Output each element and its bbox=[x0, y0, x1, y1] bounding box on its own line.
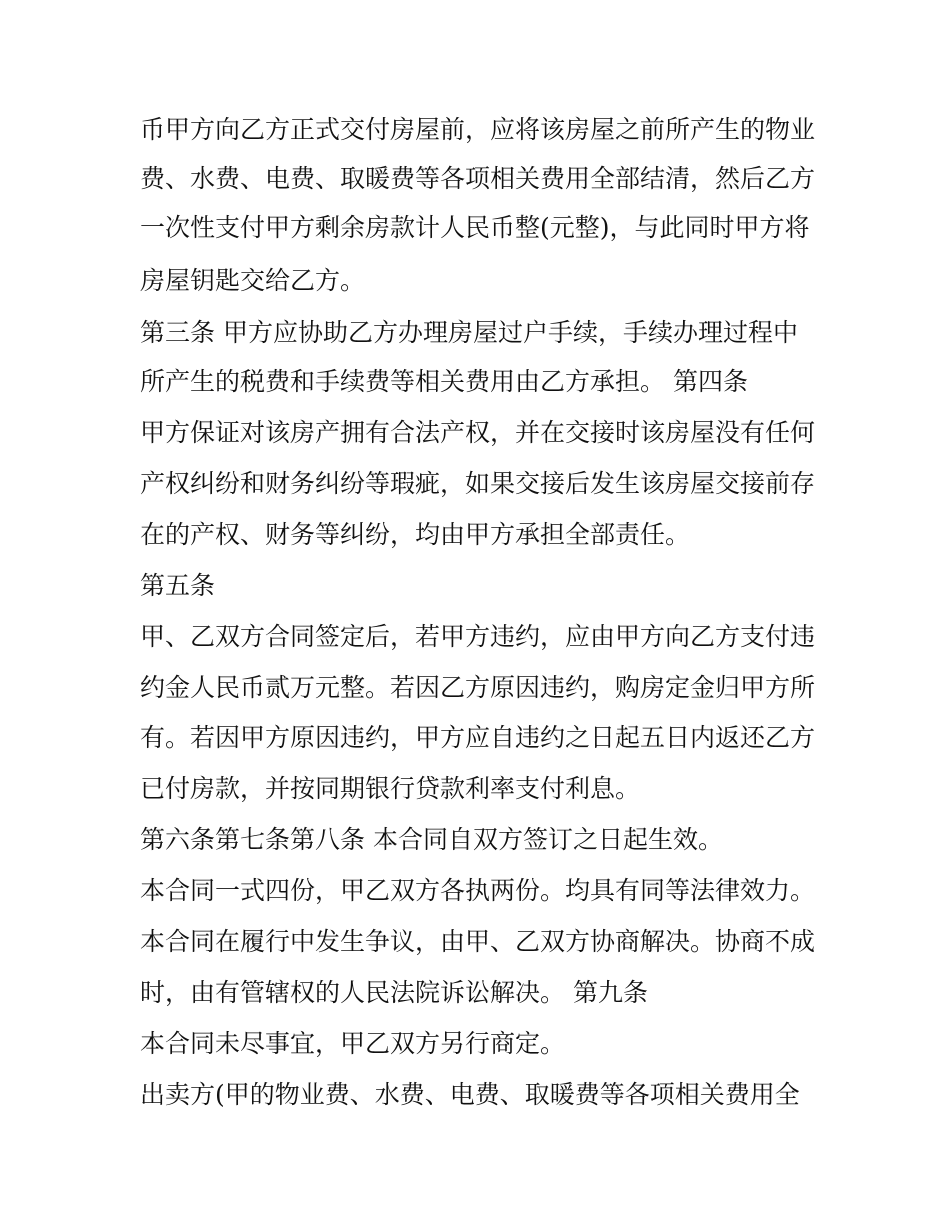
text-line: 本合同一式四份，甲乙双方各执两份。均具有同等法律效力。 bbox=[140, 876, 816, 905]
text-line: 本合同在履行中发生争议，由甲、乙双方协商解决。协商不成 bbox=[140, 927, 816, 956]
text-line: 已付房款，并按同期银行贷款利率支付利息。 bbox=[140, 774, 641, 803]
text-line: 甲方保证对该房产拥有合法产权，并在交接时该房屋没有任何 bbox=[140, 418, 816, 447]
text-line: 产权纠纷和财务纠纷等瑕疵，如果交接后发生该房屋交接前存 bbox=[140, 469, 816, 498]
text-line: 在的产权、财务等纠纷，均由甲方承担全部责任。 bbox=[140, 520, 691, 549]
text-line: 一次性支付甲方剩余房款计人民币整(元整)，与此同时甲方将 bbox=[140, 213, 810, 242]
text-line: 甲、乙双方合同签定后，若甲方违约，应由甲方向乙方支付违 bbox=[140, 622, 816, 651]
text-line: 所产生的税费和手续费等相关费用由乙方承担。 第四条 bbox=[140, 367, 748, 396]
text-line: 第三条 甲方应协助乙方办理房屋过户手续，手续办理过程中 bbox=[140, 318, 798, 347]
text-line: 本合同未尽事宜，甲乙双方另行商定。 bbox=[140, 1029, 566, 1058]
text-line: 出卖方(甲的物业费、水费、电费、取暖费等各项相关费用全 bbox=[140, 1080, 800, 1109]
text-line: 第五条 bbox=[140, 571, 216, 600]
text-line: 约金人民币贰万元整。若因乙方原因违约，购房定金归甲方所 bbox=[140, 673, 816, 702]
text-line: 时，由有管辖权的人民法院诉讼解决。 第九条 bbox=[140, 978, 648, 1007]
text-line: 币甲方向乙方正式交付房屋前，应将该房屋之前所产生的物业 bbox=[140, 115, 816, 144]
text-line: 有。若因甲方原因违约，甲方应自违约之日起五日内返还乙方 bbox=[140, 723, 816, 752]
text-line: 第六条第七条第八条 本合同自双方签订之日起生效。 bbox=[140, 825, 723, 854]
text-line: 费、水费、电费、取暖费等各项相关费用全部结清，然后乙方 bbox=[140, 164, 816, 193]
text-line: 房屋钥匙交给乙方。 bbox=[140, 266, 366, 295]
